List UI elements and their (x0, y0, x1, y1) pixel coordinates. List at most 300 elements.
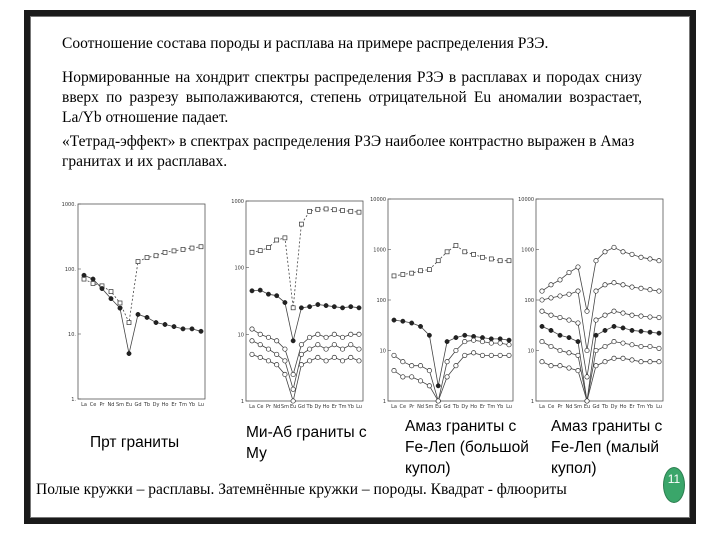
data-point-square (190, 246, 194, 250)
y-tick-label: 10 (237, 332, 244, 339)
x-tick-label: La (539, 404, 545, 410)
data-point-open (576, 321, 580, 325)
data-point-square (291, 306, 295, 310)
data-point-square (181, 247, 185, 251)
data-point-filled (576, 339, 580, 343)
data-point-filled (181, 327, 185, 331)
chart-svg (58, 198, 208, 413)
x-tick-label: Gd (134, 402, 142, 408)
data-point-open (549, 344, 553, 348)
data-point-open (648, 287, 652, 291)
data-point-open (258, 355, 262, 359)
data-point-open (567, 292, 571, 296)
x-tick-label: Er (331, 404, 337, 410)
data-point-filled (145, 315, 149, 319)
x-tick-label: Tb (452, 404, 460, 410)
data-point-open (576, 265, 580, 269)
data-point-filled (639, 329, 643, 333)
chart-svg (226, 195, 366, 415)
data-point-open (585, 309, 589, 313)
data-point-open (549, 313, 553, 317)
data-point-open (585, 348, 589, 352)
x-tick-label: Tb (306, 404, 313, 410)
data-point-open (324, 359, 328, 363)
x-tick-label: Tm (179, 402, 187, 408)
data-point-open (612, 309, 616, 313)
data-point-open (540, 298, 544, 302)
chart-svg (516, 193, 666, 415)
data-point-open (507, 343, 511, 347)
data-point-filled (558, 333, 562, 337)
data-point-open (316, 355, 320, 359)
data-point-open (630, 252, 634, 256)
data-point-filled (409, 321, 413, 325)
x-tick-label: Dy (461, 404, 469, 410)
x-tick-label: Lu (198, 402, 204, 408)
data-point-square (91, 281, 95, 285)
data-point-open (266, 347, 270, 351)
data-point-open (612, 281, 616, 285)
data-point-filled (612, 324, 616, 328)
data-point-square (401, 272, 405, 276)
data-point-square (507, 259, 511, 263)
y-tick-label: 10 (379, 348, 386, 355)
chart-prt-granites (58, 198, 208, 413)
data-point-filled (82, 273, 86, 277)
data-point-square (357, 210, 361, 214)
data-point-square (199, 245, 203, 249)
data-point-open (603, 344, 607, 348)
data-point-filled (445, 339, 449, 343)
data-point-filled (316, 302, 320, 306)
data-point-open (332, 342, 336, 346)
data-point-open (340, 347, 344, 351)
data-point-open (540, 309, 544, 313)
x-tick-label: Ho (470, 404, 478, 410)
data-point-square (489, 257, 493, 261)
data-point-filled (307, 304, 311, 308)
data-point-open (409, 364, 413, 368)
x-tick-label: Tm (637, 404, 645, 410)
data-point-open (639, 255, 643, 259)
data-point-open (392, 353, 396, 357)
y-tick-label: 1 (530, 399, 534, 405)
data-point-filled (136, 312, 140, 316)
data-point-open (657, 315, 661, 319)
data-point-open (585, 375, 589, 379)
x-tick-label: La (81, 402, 87, 408)
x-tick-label: Nd (565, 404, 573, 410)
y-tick-label: 1000 (231, 199, 244, 205)
x-tick-label: Ho (161, 402, 169, 408)
x-tick-label: Yb (347, 404, 354, 410)
data-point-open (594, 289, 598, 293)
data-point-open (657, 289, 661, 293)
x-tick-label: Eu (289, 404, 297, 410)
x-tick-label: Gd (592, 404, 600, 410)
data-point-open (549, 296, 553, 300)
data-point-open (594, 318, 598, 322)
slide-number-badge: 11 (663, 467, 685, 503)
data-point-filled (91, 277, 95, 281)
data-point-square (127, 321, 131, 325)
data-point-filled (357, 306, 361, 310)
data-point-square (154, 254, 158, 258)
data-point-open (258, 342, 262, 346)
data-point-open (299, 363, 303, 367)
x-tick-label: Eu (583, 404, 591, 410)
data-point-open (283, 372, 287, 376)
data-point-filled (266, 292, 270, 296)
data-point-filled (324, 303, 328, 307)
data-point-square (172, 249, 176, 253)
chart-amaz-small-dome (516, 193, 666, 415)
data-point-open (463, 353, 467, 357)
data-point-square (299, 222, 303, 226)
data-point-open (507, 353, 511, 357)
data-point-filled (190, 327, 194, 331)
data-point-filled (621, 326, 625, 330)
data-point-filled (418, 324, 422, 328)
data-point-filled (274, 293, 278, 297)
x-tick-label: La (249, 404, 255, 410)
data-point-open (648, 257, 652, 261)
x-tick-label: Nd (417, 404, 424, 410)
data-point-filled (199, 329, 203, 333)
x-tick-label: Ce (89, 402, 97, 408)
data-point-open (250, 339, 254, 343)
data-point-open (540, 360, 544, 364)
data-point-square (332, 208, 336, 212)
data-point-square (498, 259, 502, 263)
x-tick-label: Er (629, 404, 635, 410)
data-point-open (480, 339, 484, 343)
data-point-square (163, 250, 167, 254)
data-point-open (401, 360, 405, 364)
data-point-filled (549, 328, 553, 332)
data-point-open (489, 341, 493, 345)
data-point-open (454, 348, 458, 352)
chart-svg (368, 193, 516, 415)
y-tick-label: 1000. (61, 202, 76, 208)
x-tick-label: Ce (399, 404, 407, 410)
data-point-filled (250, 289, 254, 293)
data-point-filled (427, 333, 431, 337)
data-point-filled (489, 337, 493, 341)
data-point-square (308, 209, 312, 213)
data-point-open (357, 332, 361, 336)
data-point-open (567, 318, 571, 322)
data-point-filled (436, 384, 440, 388)
data-point-square (258, 249, 262, 253)
data-point-filled (648, 330, 652, 334)
x-tick-label: Pr (265, 404, 271, 410)
data-point-open (603, 313, 607, 317)
x-tick-label: Ho (322, 404, 330, 410)
footer-legend: Полые кружки – расплавы. Затемнённые кружки – породы. Квадрат - флюориты (36, 481, 567, 498)
data-point-square (480, 255, 484, 259)
data-point-open (558, 278, 562, 282)
data-point-open (274, 352, 278, 356)
x-tick-label: Dy (610, 404, 618, 410)
x-tick-label: Yb (497, 404, 504, 410)
data-point-open (291, 372, 295, 376)
data-point-filled (172, 324, 176, 328)
data-point-open (307, 359, 311, 363)
paragraph-tetrad-effect: «Тетрад-эффект» в спектрах распределения РЗЭ наиболее контрастно выражен в Амаз гранитах и их расплавах. (62, 133, 635, 170)
data-point-open (558, 364, 562, 368)
x-tick-label: Ce (547, 404, 555, 410)
data-point-open (549, 283, 553, 287)
data-point-open (340, 335, 344, 339)
y-tick-label: 100 (524, 298, 534, 304)
data-point-open (266, 335, 270, 339)
data-point-filled (540, 324, 544, 328)
data-point-open (316, 342, 320, 346)
data-point-square (419, 269, 423, 273)
data-point-square (463, 250, 467, 254)
y-tick-label: 10. (68, 332, 76, 338)
x-tick-label: Pr (99, 402, 105, 408)
data-point-open (648, 360, 652, 364)
data-point-open (630, 343, 634, 347)
plot-area (388, 199, 513, 401)
data-point-filled (154, 320, 158, 324)
data-point-open (612, 356, 616, 360)
data-point-filled (340, 306, 344, 310)
data-point-square (410, 271, 414, 275)
y-tick-label: 1. (71, 397, 76, 403)
x-tick-label: Dy (152, 402, 160, 408)
data-point-open (357, 347, 361, 351)
data-point-filled (258, 288, 262, 292)
data-point-open (567, 270, 571, 274)
data-point-filled (657, 331, 661, 335)
data-point-square (283, 236, 287, 240)
data-point-square (349, 209, 353, 213)
data-point-filled (349, 304, 353, 308)
data-point-square (275, 238, 279, 242)
data-point-square (472, 252, 476, 256)
data-point-open (340, 359, 344, 363)
data-point-open (436, 399, 440, 403)
y-tick-label: 100 (376, 298, 386, 304)
data-point-open (427, 384, 431, 388)
x-tick-label: Eu (125, 402, 133, 408)
x-tick-label: Eu (435, 404, 442, 410)
data-point-open (621, 341, 625, 345)
data-point-open (316, 332, 320, 336)
data-point-filled (118, 306, 122, 310)
data-point-open (630, 358, 634, 362)
data-point-open (489, 353, 493, 357)
data-point-open (418, 379, 422, 383)
data-point-open (283, 347, 287, 351)
data-point-filled (332, 304, 336, 308)
x-tick-label: Dy (314, 404, 322, 410)
data-point-open (558, 348, 562, 352)
data-point-filled (401, 319, 405, 323)
data-point-filled (567, 335, 571, 339)
data-point-open (427, 368, 431, 372)
data-point-square (145, 256, 149, 260)
data-point-open (349, 342, 353, 346)
y-tick-label: 1 (240, 399, 244, 405)
data-point-open (567, 366, 571, 370)
data-point-open (639, 344, 643, 348)
data-point-open (307, 335, 311, 339)
data-point-filled (283, 300, 287, 304)
y-tick-label: 10 (527, 348, 534, 355)
data-point-open (603, 283, 607, 287)
x-tick-label: Sm (425, 404, 434, 410)
data-point-open (299, 342, 303, 346)
data-point-open (639, 286, 643, 290)
data-point-open (576, 368, 580, 372)
data-point-open (250, 352, 254, 356)
data-point-open (603, 250, 607, 254)
data-point-open (621, 250, 625, 254)
data-point-filled (603, 328, 607, 332)
data-point-open (639, 314, 643, 318)
data-point-open (250, 327, 254, 331)
data-point-square (392, 274, 396, 278)
data-point-square (266, 246, 270, 250)
data-point-open (594, 364, 598, 368)
data-point-open (332, 332, 336, 336)
data-point-square (436, 259, 440, 263)
y-tick-label: 10000 (370, 197, 386, 203)
data-point-filled (498, 337, 502, 341)
data-point-open (409, 375, 413, 379)
data-point-open (648, 344, 652, 348)
data-point-open (480, 353, 484, 357)
data-point-filled (630, 328, 634, 332)
plot-area (246, 201, 363, 401)
data-point-open (630, 313, 634, 317)
data-point-open (324, 335, 328, 339)
y-tick-label: 1000 (373, 247, 386, 254)
data-point-open (630, 285, 634, 289)
data-point-open (392, 368, 396, 372)
x-tick-label: Ho (619, 404, 627, 410)
x-tick-label: Ce (256, 404, 264, 410)
data-point-open (463, 339, 467, 343)
data-point-open (657, 346, 661, 350)
data-point-filled (507, 338, 511, 342)
data-point-open (657, 360, 661, 364)
data-point-open (349, 355, 353, 359)
data-point-open (445, 360, 449, 364)
data-point-open (324, 347, 328, 351)
data-point-open (540, 289, 544, 293)
data-point-open (332, 355, 336, 359)
data-point-open (307, 347, 311, 351)
data-point-open (558, 294, 562, 298)
data-point-open (621, 356, 625, 360)
x-tick-label: Sm (280, 404, 289, 410)
data-point-square (341, 209, 345, 213)
x-tick-label: Nd (107, 402, 115, 408)
x-tick-label: Gd (297, 404, 305, 410)
x-tick-label: Tm (487, 404, 496, 410)
data-point-open (498, 353, 502, 357)
data-point-open (283, 359, 287, 363)
data-point-open (576, 353, 580, 357)
plot-area (78, 204, 205, 399)
data-point-open (639, 360, 643, 364)
x-tick-label: Tm (338, 404, 347, 410)
data-point-filled (463, 333, 467, 337)
x-tick-label: Yb (646, 404, 654, 410)
x-tick-label: Lu (656, 404, 662, 410)
data-point-filled (109, 296, 113, 300)
data-point-filled (594, 333, 598, 337)
chart-caption-amaz-large: Амаз граниты с Fe-Леп (большой купол) (405, 418, 529, 477)
chart-caption-prt: Прт граниты (90, 434, 180, 451)
x-tick-label: Lu (356, 404, 362, 410)
chart-caption-amaz-small: Амаз граниты с Fe-Леп (малый купол) (551, 418, 663, 477)
x-tick-label: Tb (143, 402, 151, 408)
data-point-open (549, 364, 553, 368)
data-point-filled (291, 339, 295, 343)
x-tick-label: Lu (506, 404, 512, 410)
chart-mi-ab-granites (226, 195, 366, 415)
data-point-filled (163, 322, 167, 326)
data-point-open (603, 360, 607, 364)
chart-amaz-large-dome (368, 193, 516, 415)
data-point-filled (392, 318, 396, 322)
data-point-open (291, 399, 295, 403)
y-tick-label: 10000 (518, 197, 534, 203)
data-point-filled (454, 335, 458, 339)
data-point-open (498, 341, 502, 345)
data-point-open (558, 315, 562, 319)
data-point-open (266, 359, 270, 363)
paragraph-rzе-spectra: Нормированные на хондрит спектры распределения РЗЭ в расплавах и породах снизу вверх по разрезу выполаживаются, степень отрицательной Eu аномалии возрастает, La/Yb отношение падает. (62, 69, 642, 126)
x-tick-label: Er (479, 404, 486, 410)
data-point-square (118, 301, 122, 305)
data-point-square (316, 207, 320, 211)
plot-area (536, 199, 663, 401)
chart-caption-mi-ab: Ми-Аб граниты с Му (246, 424, 367, 462)
data-point-open (471, 338, 475, 342)
data-point-open (612, 339, 616, 343)
data-point-open (648, 315, 652, 319)
data-point-square (109, 290, 113, 294)
data-point-square (136, 260, 140, 264)
data-point-open (576, 289, 580, 293)
data-point-open (621, 311, 625, 315)
data-point-open (471, 351, 475, 355)
x-tick-label: Er (171, 402, 177, 408)
data-point-open (299, 352, 303, 356)
data-point-filled (100, 286, 104, 290)
data-point-square (324, 207, 328, 211)
slide-title: Соотношение состава породы и расплава на примере распределения РЗЭ. (62, 35, 549, 52)
data-point-square (445, 250, 449, 254)
data-point-open (454, 364, 458, 368)
y-tick-label: 1000 (521, 247, 534, 254)
x-tick-label: Pr (409, 404, 415, 410)
data-point-open (445, 375, 449, 379)
data-point-open (357, 359, 361, 363)
x-tick-label: Nd (273, 404, 281, 410)
data-point-open (621, 283, 625, 287)
x-tick-label: Sm (573, 404, 583, 410)
series-line (252, 290, 359, 341)
x-tick-label: La (391, 404, 397, 410)
